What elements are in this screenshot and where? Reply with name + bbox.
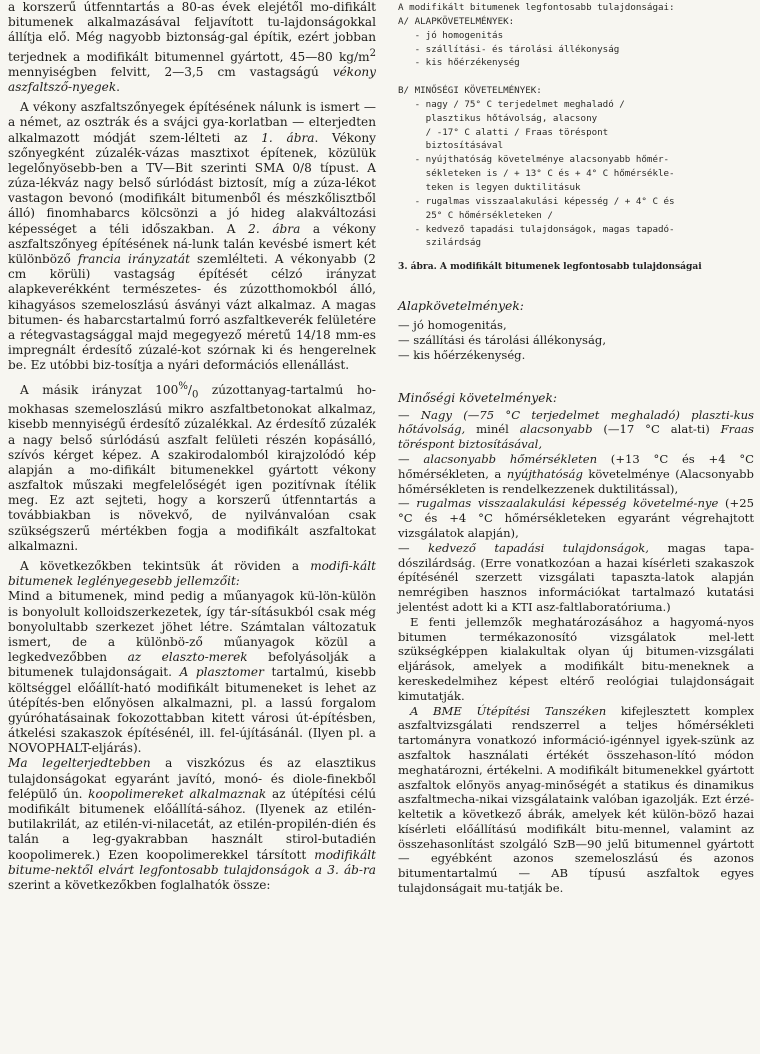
paragraph: E fenti jellemzők meghatározásához a hagyomá-nyos bitumen termékazonosító vizsgálatok mel-lett szükségképpen kialakultak olyan új bitumen-vizsgálati eljárások, amelyek a modifikált bitu-meneknek a kereskedelmihez képest eltérő reológiai tulajdonságait kimutatják. — [398, 614, 754, 703]
paragraph: A vékony aszfaltszőnyegek építésének nálunk is ismert — a német, az osztrák és a svájci gya-korlatban — elterjedten alkalmazott módját szem-lélteti az 1. ábra. Vékony szőnyegként zúzalék-vázas masztixot építenek, közülük legelőnyösebb-ben a TV—Bit szerinti SMA 0/8 típust. A zúza-lékváz nagy belső súrlódást biztosít, míg a zúza-lékot vastagon bevonó (modifikált bitumenből és mészkőlisztből álló) finomhabarcs kölcsönzi a jó hideg alakváltozási képességet a téli időszakban. A 2. ábra a vékony aszfaltszőnyeg építésének ná-lunk talán kevésbé ismert két különböző francia irányzatát szemlélteti. A vékonyabb (2 cm körüli) vastagság építését célzó irányzat alapkeverékként természetes- és zúzotthomokból álló, kihagyásos szemeloszlású ásványi vázt alkalmaz. A magas bitumen- és habarcstartalmú forró aszfaltkeverék felületére a rétegvastagsággal majd megegyező méretű 14/18 mm-es impregnált érdesítő zúzalé-kot szórnak ki és hengerelnek be. Ez utóbbi biz-tosítja a nyári deformációs ellenállást. — [8, 100, 377, 373]
emphasis: modifi-kált bitumenek leglényegesebb jellemzőit: — [8, 559, 376, 589]
figure-line: - szállítási- és tárolási állékonyság — [398, 43, 620, 55]
right-column — [398, 0, 754, 896]
paragraph: a korszerű útfenntartás a 80-as évek elejétől mo-difikált bitumenek alkalmazásával feljavított tu-lajdonságokkal állítja elő. Még nagyobb biztonság-gal építik, ezért jobban terjednek a modifikált bitumennel gyártott, 45—80 $kg/m^2$ mennyiségben felvitt, 2—3,5 cm vastagságú vékony aszfaltsző-nyegek. — [8, 0, 376, 94]
figure-line: B/ MINŐSÉGI KÖVETELMÉNYEK: — [398, 85, 542, 97]
quality-requirements-text — [398, 408, 754, 896]
section-heading-basic-requirements: Alapkövetelmények: — [398, 299, 524, 314]
paragraph: A másik irányzat $100^{\%}/_0$ zúzottanyag-tartalmú ho-mokhasas szemeloszlású mikro aszfaltbetonokat alkalmaz, kisebb mennyiségű érdesítő zúzalékkal. Az érdesítő zúzalék a nagy belső súrlódású aszfalt felületi részén kopásálló, szívós kérget képez. A szakirodalomból kirajzolódó kép alapján a mo-difikált bitumenekkel gyártott vékony aszfaltok műszaki megfelelőségét igen pozitívnak ítélik meg. Ez azt sejteti, hogy a korszerű útfenntartás a továbbiakban is növekvő, de nyilvánvalóan csak szükségszerű mértékben fogja a modifikált aszfaltokat alkalmazni. — [8, 380, 376, 553]
emphasis: koopolimereket alkalmaznak — [88, 786, 267, 801]
script-text: 2 — [369, 47, 376, 59]
emphasis: modifikált bitume-nektől elvárt legfontosabb tulajdonságok a 3. áb-ra — [8, 847, 376, 877]
script-text: % — [178, 380, 188, 392]
figure-line: - kis hőérzékenység — [398, 57, 520, 69]
emphasis: francia irányzatát — [77, 252, 190, 267]
basic-requirements-list — [398, 318, 754, 362]
paragraph: — Nagy (—75 °C terjedelmet meghaladó) plaszti-kus hőtávolság, minél alacsonyabb (—17 °C alat-ti) Fraas töréspont biztosításával, — [398, 407, 755, 452]
figure-line: sékleteken is / + 13° C és + 4° C hőmérsékle- — [398, 168, 675, 180]
emphasis: 1. ábra — [261, 130, 315, 145]
figure-line: - rugalmas visszaalakulási képesség / + 4° C és — [398, 195, 675, 207]
figure-line: szilárdság — [398, 237, 481, 249]
emphasis: Nagy (—75 °C terjedelmet meghaladó) plaszti-kus hőtávolság, — [398, 407, 755, 437]
figure-caption: 3. ábra. A modifikált bitumenek legfontosabb tulajdonságai — [398, 261, 702, 273]
emphasis: Ma legelterjedtebben — [8, 756, 151, 771]
figure-line — [398, 70, 754, 84]
paragraph: Ma legelterjedtebben a viszkózus és az elasztikus tulajdonságokat egyaránt javító, monó- és diole-finekből felépülő ún. koopolimereket alkalmaznak az útépítési célú modifikált bitumenek előállítá-sához. (Ilyenek az etilén-butilakrilát, az etilén-vi-nilacetát, az etilén-propilén-dién és talán a leg-gyakrabban használt stirol-butadién koopolimerek.) Ezen koopolimerekkel társított modifikált bitume-nektől elvárt legfontosabb tulajdonságok a 3. áb-ra szerint a következőkben foglalhatók össze: — [8, 756, 376, 892]
figure-line: 25° C hőmérsékleteken / — [398, 209, 553, 221]
emphasis: A plasztomer — [179, 665, 264, 680]
emphasis: Fraas töréspont biztosításával, — [398, 422, 754, 452]
figure-line: - kedvező tapadási tulajdonságok, magas tapadó- — [398, 223, 675, 235]
paragraph: — kedvező tapadási tulajdonságok, magas tapa-dószilárdság. (Erre vonatkozóan a hazai kísérleti szakaszok építésénél szerzett vizsgálati tapaszta-latok alapján nemrégiben hasznos információkat tartalmazó kutatási jelentést adott ki a KTI asz-faltlaboratóriuma.) — [398, 540, 754, 614]
figure-line: - nyújthatóság követelménye alacsonyabb hőmér- — [398, 154, 670, 166]
figure-line: plasztikus hőtávolság, alacsony — [398, 112, 598, 124]
script-text: 0 — [191, 388, 199, 400]
emphasis: alacsonyabb hőmérsékleten — [423, 451, 598, 466]
figure-line: A/ ALAPKÖVETELMÉNYEK: — [398, 15, 515, 27]
paragraph: Mind a bitumenek, mind pedig a műanyagok kü-lön-külön is bonyolult kolloidszerkezetek, így tár-sításukból csak még bonyolultabb szerkezet jöhet létre. Számtalan változatuk ismert, de a különbö-ző műanyagok közül a legkedvezőbben az elaszto-merek befolyásolják a bitumenek tulajdonságait. A plasztomer tartalmú, kisebb költséggel előállít-ható modifikált bitumeneket is lehet az útépítés-ben előnyösen alkalmazni, pl. a lassú forgalom gyúróhatásainak fokozottabban kitett városi út-építésben, átkelési szakaszok építésénél, ill. fel-újításánál. (Ilyen pl. a NOVOPHALT-eljárás). — [8, 589, 377, 756]
list-item: — jó homogenitás, — [398, 318, 507, 333]
emphasis: nyújthatóság — [506, 466, 583, 481]
emphasis: 2. ábra — [248, 221, 301, 236]
list-item: — szállítási és tárolási állékonyság, — [398, 332, 607, 347]
paragraph: — alacsonyabb hőmérsékleten (+13 °C és +4 °C hőmérsékleten, a nyújthatóság követelménye (Alacsonyabb hőmérsékleten is rendelkezzenek duktilitással), — [398, 451, 755, 496]
paragraph: A következőkben tekintsük át röviden a modifi-kált bitumenek leglényegesebb jellemzőit: — [8, 559, 376, 589]
section-heading-quality-requirements: Minőségi követelmények: — [398, 390, 558, 405]
figure-line: biztosításával — [398, 140, 504, 152]
figure-line: teken is legyen duktilitásuk — [398, 181, 581, 193]
paragraph: A BME Útépítési Tanszéken kifejlesztett komplex aszfaltvizsgálati rendszerrel a teljes hőmérsékleti tartományra vonatkozó információ-igénnyel igyek-szünk az aszfaltok használati értékét összehason-lító módon meghatározni, értékelni. A modifikált bitumenekkel gyártott aszfaltok előnyös anyag-minőségét a statikus és dinamikus aszfaltmecha-nikai vizsgálataink valóban igazolják. Ezt érzé-keltetik a következő ábrák, amelyek két külön-böző hazai kísérleti előállítású modifikált bitu-mennel, valamint az összehasonlítást szolgáló SzB—90 jelű bitumennel gyártott — egyébként azonos szemeloszlású és azonos bitumentartalmú — AB típusú aszfaltok egyes tulajdonságait mu-tatják be. — [398, 703, 754, 896]
figure-line: - jó homogenitás — [398, 29, 504, 41]
figure-typescript — [398, 1, 754, 250]
emphasis: kedvező tapadási tulajdonságok, — [428, 540, 649, 555]
list-item: — kis hőérzékenység. — [398, 347, 526, 362]
emphasis: vékony aszfaltsző-nyegek — [8, 64, 376, 94]
figure-line: / -17° C alatti / Fraas töréspont — [398, 126, 609, 138]
left-text-column — [8, 0, 376, 893]
paragraph: — rugalmas visszaalakulási képesség követelmé-nye (+25 °C és +4 °C hőmérsékleteken egyaránt végrehajtott vizsgálatok alapján), — [398, 496, 755, 540]
figure-line: A modifikált bitumenek legfontosabb tulajdonságai: — [398, 2, 675, 13]
figure-line: - nagy / 75° C terjedelmet meghaladó / — [398, 98, 625, 110]
emphasis: az elaszto-merek — [127, 650, 248, 665]
emphasis: alacsonyabb — [519, 422, 593, 437]
emphasis: rugalmas visszaalakulási képesség követelmé-nye — [416, 496, 719, 511]
emphasis: A BME Útépítési Tanszéken — [410, 703, 607, 718]
